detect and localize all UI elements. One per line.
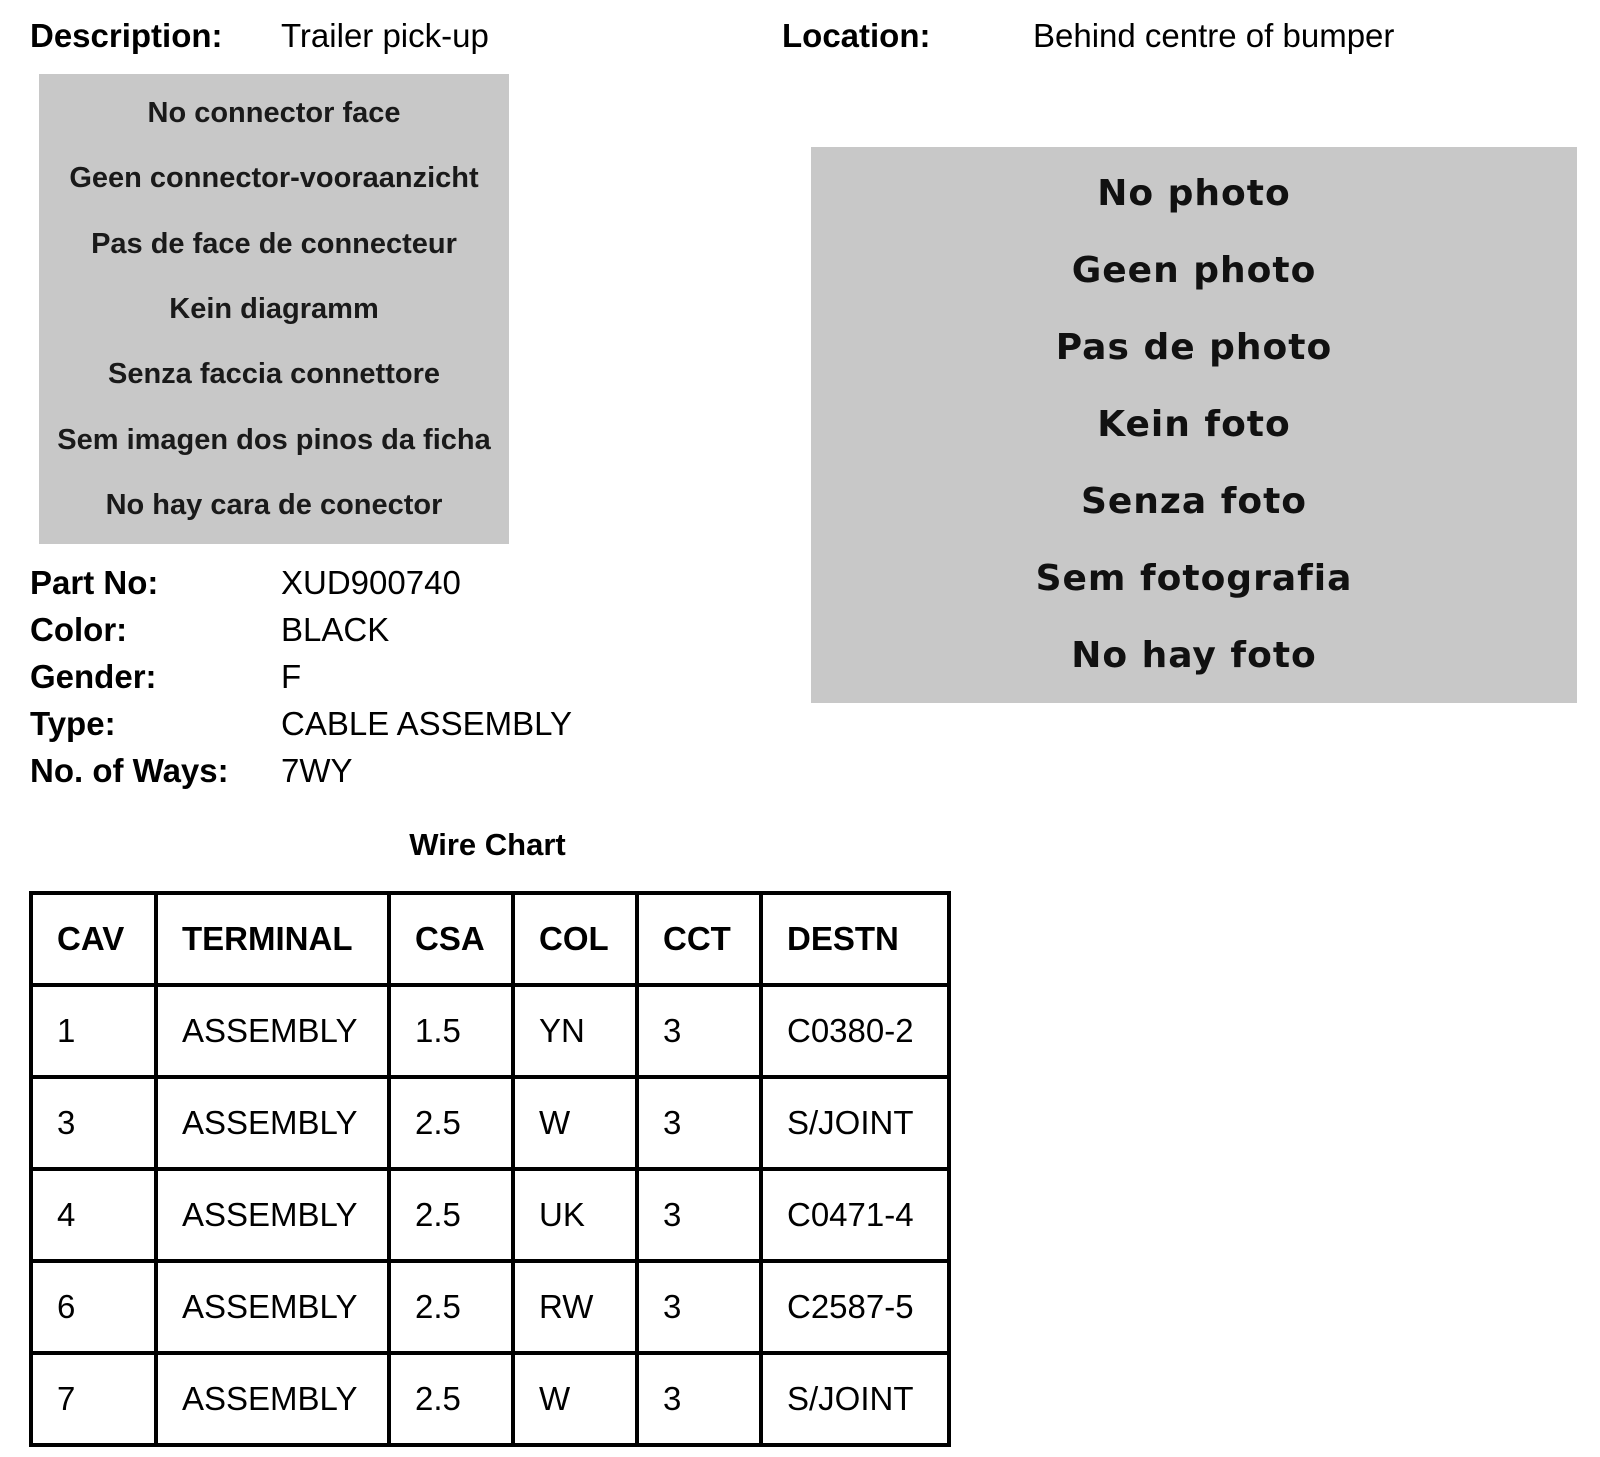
table-row bbox=[31, 985, 949, 1077]
cell-csa: 2.5 bbox=[389, 1169, 513, 1261]
ways-label: No. of Ways: bbox=[30, 752, 229, 789]
cell-destn: C0380-2 bbox=[761, 985, 949, 1077]
cell-destn: C0471-4 bbox=[761, 1169, 949, 1261]
cell-col: UK bbox=[513, 1169, 637, 1261]
column-header-cct: CCT bbox=[637, 893, 761, 985]
cell-cct: 3 bbox=[637, 1169, 761, 1261]
cell-cav: 1 bbox=[31, 985, 156, 1077]
column-header-cav: CAV bbox=[31, 893, 156, 985]
cell-terminal: ASSEMBLY bbox=[156, 1169, 389, 1261]
connector-face-line-pt: Sem imagen dos pinos da ficha bbox=[57, 423, 491, 456]
photo-line-fr: Pas de photo bbox=[1055, 326, 1333, 368]
photo-line-it: Senza foto bbox=[1080, 481, 1308, 523]
cell-col: W bbox=[513, 1353, 637, 1445]
connector-face-placeholder bbox=[39, 74, 509, 544]
column-header-destn: DESTN bbox=[761, 893, 949, 985]
color-label: Color: bbox=[30, 611, 128, 648]
photo-line-pt: Sem fotografia bbox=[1035, 558, 1353, 600]
cell-cct: 3 bbox=[637, 985, 761, 1077]
cell-cav: 3 bbox=[31, 1077, 156, 1169]
location-value: Behind centre of bumper bbox=[1033, 17, 1395, 54]
cell-terminal: ASSEMBLY bbox=[156, 1353, 389, 1445]
wire-chart-table bbox=[29, 891, 951, 1447]
cell-cct: 3 bbox=[637, 1353, 761, 1445]
cell-col: RW bbox=[513, 1261, 637, 1353]
photo-line-es: No hay foto bbox=[1071, 635, 1317, 677]
type-label: Type: bbox=[30, 705, 116, 742]
cell-col: W bbox=[513, 1077, 637, 1169]
part-no-label: Part No: bbox=[30, 564, 159, 601]
cell-destn: S/JOINT bbox=[761, 1077, 949, 1169]
ways-value: 7WY bbox=[281, 752, 353, 789]
table-row bbox=[31, 1077, 949, 1169]
column-header-terminal: TERMINAL bbox=[156, 893, 389, 985]
table-row bbox=[31, 1169, 949, 1261]
cell-cav: 7 bbox=[31, 1353, 156, 1445]
cell-destn: S/JOINT bbox=[761, 1353, 949, 1445]
cell-cav: 6 bbox=[31, 1261, 156, 1353]
photo-line-en: No photo bbox=[1097, 172, 1291, 214]
connector-face-line-es: No hay cara de conector bbox=[105, 489, 443, 522]
cell-csa: 2.5 bbox=[389, 1077, 513, 1169]
table-header-row bbox=[31, 893, 949, 985]
connector-face-line-nl: Geen connector-vooraanzicht bbox=[69, 162, 479, 195]
cell-csa: 2.5 bbox=[389, 1353, 513, 1445]
cell-cct: 3 bbox=[637, 1261, 761, 1353]
cell-destn: C2587-5 bbox=[761, 1261, 949, 1353]
connector-face-line-fr: Pas de face de connecteur bbox=[91, 227, 457, 260]
type-value: CABLE ASSEMBLY bbox=[281, 705, 573, 742]
part-no-value: XUD900740 bbox=[281, 564, 461, 601]
cell-terminal: ASSEMBLY bbox=[156, 985, 389, 1077]
cell-cav: 4 bbox=[31, 1169, 156, 1261]
column-header-col: COL bbox=[513, 893, 637, 985]
photo-line-de: Kein foto bbox=[1097, 403, 1291, 445]
cell-csa: 1.5 bbox=[389, 985, 513, 1077]
cell-csa: 2.5 bbox=[389, 1261, 513, 1353]
table-row bbox=[31, 1353, 949, 1445]
connector-face-line-de: Kein diagramm bbox=[169, 292, 379, 325]
color-value: BLACK bbox=[281, 611, 390, 648]
cell-cct: 3 bbox=[637, 1077, 761, 1169]
gender-label: Gender: bbox=[30, 658, 157, 695]
photo-line-nl: Geen photo bbox=[1071, 249, 1317, 291]
gender-value: F bbox=[281, 658, 302, 695]
location-label: Location: bbox=[782, 17, 931, 54]
column-header-csa: CSA bbox=[389, 893, 513, 985]
connector-face-line-en: No connector face bbox=[147, 96, 401, 129]
cell-terminal: ASSEMBLY bbox=[156, 1261, 389, 1353]
table-row bbox=[31, 1261, 949, 1353]
description-label: Description: bbox=[30, 17, 223, 54]
connector-face-line-it: Senza faccia connettore bbox=[108, 358, 440, 391]
cell-col: YN bbox=[513, 985, 637, 1077]
description-value: Trailer pick-up bbox=[281, 17, 489, 54]
photo-placeholder bbox=[811, 147, 1577, 703]
wire-chart-title: Wire Chart bbox=[409, 827, 566, 862]
cell-terminal: ASSEMBLY bbox=[156, 1077, 389, 1169]
